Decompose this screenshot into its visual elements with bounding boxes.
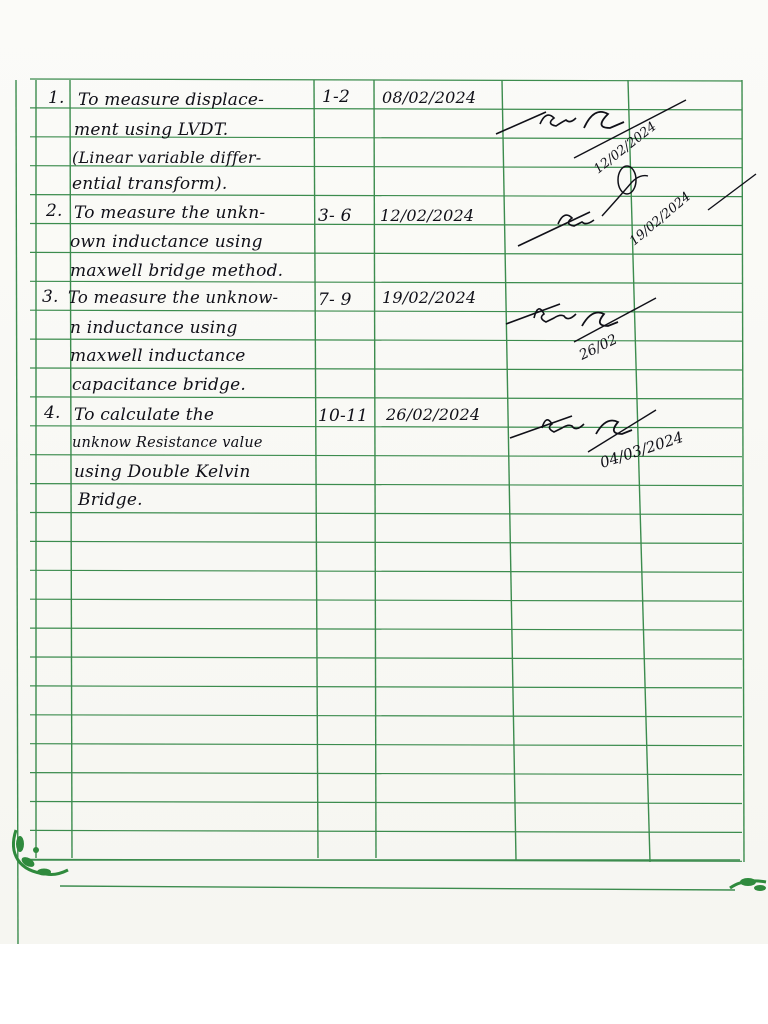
bottom-margin (0, 944, 768, 1024)
row-1-date: 08/02/2024 (382, 88, 477, 107)
column-divider (16, 80, 18, 944)
ruled-line (30, 802, 742, 804)
ruled-line (30, 830, 742, 832)
row-3-title-line-4: capacitance bridge. (72, 375, 247, 395)
row-1-title-line-3: (Linear variable differ- (72, 148, 262, 167)
ruled-line (30, 686, 742, 688)
signature-row-2-date: 19/02/2024 (626, 189, 694, 250)
ruled-line (30, 368, 742, 370)
signature-row-4-icon (506, 398, 756, 478)
row-1-pages: 1-2 (322, 87, 350, 107)
leaf-ornament-left-icon (6, 826, 70, 890)
ruled-line (30, 744, 742, 746)
signature-row-2-icon (512, 160, 762, 260)
row-2-title-line-2: own inductance using (70, 232, 263, 252)
ruled-line (30, 773, 742, 775)
signature-row-1-date: 12/02/2024 (591, 119, 660, 178)
row-2-date: 12/02/2024 (380, 206, 475, 225)
ruled-line (30, 657, 742, 659)
row-2-serial: 2. (46, 201, 63, 221)
row-3-date: 19/02/2024 (382, 288, 477, 307)
ruled-line (30, 79, 742, 81)
row-3-title-line-2: n inductance using (70, 318, 238, 338)
ruled-line (30, 570, 742, 572)
ruled-line (30, 281, 742, 283)
row-4-pages: 10-11 (318, 406, 369, 426)
column-divider (314, 80, 318, 858)
ruled-line (30, 541, 742, 543)
row-1-title-line-4: ential transform). (72, 174, 228, 194)
row-4-title-line-1: To calculate the (74, 405, 215, 425)
row-3-title-line-1: To measure the unknow- (68, 288, 279, 307)
row-1-title-line-2: ment using LVDT. (74, 120, 229, 140)
signature-row-3-icon (500, 286, 670, 366)
row-4-date: 26/02/2024 (386, 405, 481, 424)
row-3-pages: 7- 9 (318, 290, 352, 310)
leaf-ornament-right-icon (728, 872, 768, 898)
row-2-pages: 3- 6 (318, 206, 352, 226)
row-2-title-line-3: maxwell bridge method. (70, 261, 284, 281)
column-divider (70, 80, 72, 858)
row-1-title-line-1: To measure displace- (78, 90, 265, 110)
ruled-line (30, 513, 742, 515)
ruled-line (30, 484, 742, 486)
row-3-title-line-3: maxwell inductance (70, 346, 246, 366)
row-4-title-line-3: using Double Kelvin (74, 462, 251, 482)
row-4-title-line-4: Bridge. (78, 490, 143, 510)
column-divider (374, 80, 376, 858)
row-4-serial: 4. (44, 403, 61, 423)
ruled-line (30, 599, 742, 601)
ruled-line (30, 628, 742, 630)
signature-row-3-date: 26/02 (576, 331, 621, 364)
signature-row-4-date: 04/03/2024 (597, 427, 686, 472)
row-4-title-line-2: unknow Resistance value (72, 435, 263, 451)
row-3-serial: 3. (42, 287, 59, 307)
row-2-title-line-1: To measure the unkn- (74, 203, 266, 223)
ruled-line (30, 715, 742, 717)
row-1-serial: 1. (48, 88, 65, 108)
